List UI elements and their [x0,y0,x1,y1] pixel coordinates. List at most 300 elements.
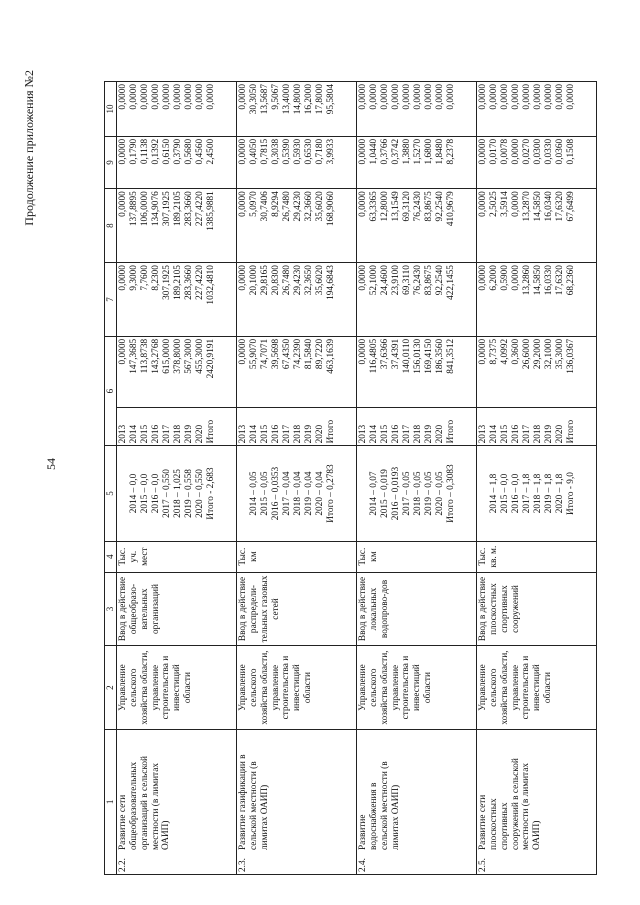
federal-budget-cell-value: 35,6020 [314,191,325,222]
federal-budget-cell-value: 8,9294 [270,191,281,217]
total-funding-cell-value: 29,2000 [532,338,543,370]
regional-budget-cell-value: 29,4230 [292,265,303,296]
col-header: 5 [105,446,117,541]
local-budget-cell-value: 0,3790 [172,138,183,165]
col-header: 8 [105,189,117,263]
extra-budget-cell-value: 0,0000 [554,84,565,110]
total-funding-cell-value: 136,0367 [565,338,576,374]
total-funding-cell-value: 186,3560 [434,338,445,374]
year-cell [356,408,476,446]
federal-budget-cell-value: 227,4220 [194,191,205,227]
local-budget-cell-value: 0,0000 [477,138,488,165]
total-funding-cell-value: 156,0130 [412,338,423,374]
year-cell-value: 2020 [194,424,205,444]
year-cell-value: 2019 [543,424,554,444]
extra-budget-cell [116,82,236,137]
extra-budget-cell-value: 17,8000 [314,84,325,115]
federal-budget-cell-value: 2,5025 [488,191,499,217]
regional-budget-cell-value: 35,6020 [314,265,325,296]
federal-budget-cell-value: 134,9076 [150,191,161,227]
year-cell-value: 2016 [150,424,161,444]
regional-budget-cell-value: 69,3110 [401,265,412,295]
responsible-cell-text: Управление сельского хозяйства области, управление строительства и инвестиций области [117,650,194,725]
unit-cell [116,541,236,572]
regional-budget-cell-value: 0,5900 [499,265,510,291]
extra-budget-cell-value: 0,0000 [205,84,216,110]
col-header: 1 [105,729,117,874]
unit-cell [356,541,476,572]
local-budget-cell-value: 0,6150 [161,138,172,165]
target-cell-value: 2014 – 0,0 [128,473,139,514]
col-header: 10 [105,82,117,137]
federal-budget-cell-value: 0,0000 [357,191,368,217]
target-cell-value: 2018 – 0,05 [412,471,423,516]
extra-budget-cell-value: 0,0000 [477,84,488,110]
target-cell-value: 2017 – 0,550 [161,469,172,518]
local-budget-cell-value: 0,0360 [554,138,565,165]
federal-budget-cell-value: 168,9060 [325,191,336,227]
total-funding-cell-value: 67,4350 [281,338,292,370]
federal-budget-cell-value: 63,3365 [368,191,379,222]
federal-budget-cell-value: 29,4230 [292,191,303,222]
local-budget-cell-value: 0,5680 [183,138,194,165]
local-budget-cell [116,136,236,188]
federal-budget-cell-value: 12,8000 [379,191,390,222]
measure-cell [356,729,476,874]
local-budget-cell [356,136,476,188]
extra-budget-cell [476,82,596,137]
local-budget-cell-value: 0,0000 [357,138,368,165]
total-funding-cell-value: 74,2390 [292,338,303,370]
unit-cell-text: Тыс. кв. м. [477,545,499,568]
total-funding-cell-value: 35,3000 [554,338,565,370]
federal-budget-cell-value: 106,0000 [139,191,150,227]
total-funding-cell-value: 0,0000 [477,338,488,365]
col-header: 7 [105,263,117,337]
extra-budget-cell-value: 13,5687 [259,84,270,115]
total-funding-cell-value: 378,8000 [172,338,183,374]
unit-cell-text: Тыс. уч. мест [117,547,150,566]
target-cell-value: 2020 – 1,8 [554,473,565,514]
unit-cell [476,541,596,572]
extra-budget-cell-value: 0,0000 [194,84,205,110]
total-funding-cell [476,336,596,407]
local-budget-cell-value: 0,7180 [314,138,325,165]
unit-cell-text: Тыс. км [357,547,379,566]
regional-budget-cell-value: 1032,4810 [205,265,216,305]
local-budget-cell [236,136,356,188]
federal-budget-cell-value: 0,0000 [510,191,521,217]
header-row [105,82,117,875]
target-cell [356,446,476,541]
extra-budget-cell-value: 16,2000 [303,84,314,115]
year-cell-value: 2018 [412,424,423,444]
measure-cell [116,729,236,874]
responsible-cell [236,646,356,729]
year-cell-value: 2014 [368,424,379,444]
target-cell-value: 2020 – 0,04 [314,471,325,516]
target-cell-value: 2019 – 1,8 [543,473,554,514]
target-cell-value: 2018 – 1,8 [532,473,543,514]
regional-budget-cell-value: 0,0000 [357,265,368,291]
total-funding-cell [116,336,236,407]
total-funding-cell-value: 2420,9191 [205,338,216,379]
regional-budget-cell-value: 13,2860 [521,265,532,296]
indicator-cell [236,572,356,646]
year-cell [236,408,356,446]
regional-budget-cell-value: 189,2105 [172,265,183,300]
year-cell [476,408,596,446]
target-cell [476,446,596,541]
local-budget-cell-value: 1,8480 [434,138,445,165]
extra-budget-cell-value: 95,5804 [325,84,336,115]
target-cell-value: 2016 – 0,0353 [270,466,281,521]
year-cell-value: 2015 [139,424,150,444]
local-budget-cell-value: 0,5930 [292,138,303,165]
year-cell-value: 2019 [183,424,194,444]
year-cell-value: Итого [205,419,216,444]
target-cell-value: 2015 – 0,019 [379,469,390,518]
target-cell-value [358,448,369,538]
year-cell-value: 2014 [248,424,259,444]
col-header: 4 [105,541,117,572]
regional-budget-cell-value: 32,3650 [303,265,314,296]
col-header: 9 [105,136,117,188]
measure-number: 2.3. [237,858,248,872]
federal-budget-cell-value: 13,1549 [390,191,401,222]
extra-budget-cell-value: 0,0000 [368,84,379,110]
target-cell-value: 2014 – 0,05 [248,471,259,516]
federal-budget-cell-value: 0,0000 [477,191,488,217]
year-cell-value: 2013 [357,424,368,444]
year-cell-value: Итого [445,419,456,444]
local-budget-cell-value: 0,0300 [532,138,543,165]
target-cell-value: 2019 – 0,05 [423,471,434,516]
target-cell-value [118,448,129,538]
target-cell-value: 2016 – 0,0193 [390,466,401,521]
local-budget-cell-value: 0,0270 [521,138,532,165]
indicator-cell [116,572,236,646]
year-cell-value: 2017 [281,424,292,444]
local-budget-cell-value: 0,4560 [194,138,205,165]
federal-budget-cell-value: 67,6499 [565,191,576,222]
measure-name: Развитие сети плоскостных спортивных сооружений в сельской местности (в лимитах ОАИП) [477,758,543,850]
regional-budget-cell-value: 20,8300 [270,265,281,296]
total-funding-cell-value: 89,7220 [314,338,325,370]
total-funding-cell-value: 169,4150 [423,338,434,374]
total-funding-cell [236,336,356,407]
regional-budget-cell-value: 227,4220 [194,265,205,300]
local-budget-cell-value: 1,5270 [412,138,423,165]
total-funding-cell-value: 37,4391 [390,338,401,370]
federal-budget-cell [236,189,356,263]
federal-budget-cell-value: 17,6320 [554,191,565,222]
target-cell [116,446,236,541]
federal-budget-cell-value: 307,1925 [161,191,172,227]
responsible-cell [116,646,236,729]
local-budget-cell-value: 0,1138 [139,138,150,165]
total-funding-cell-value: 0,0000 [357,338,368,365]
table-row [236,82,356,875]
target-cell-value: 2015 – 0,0 [499,473,510,514]
total-funding-cell-value: 567,3000 [183,338,194,374]
federal-budget-cell [356,189,476,263]
regional-budget-cell-value: 0,0000 [510,265,521,291]
indicator-cell-text: Ввод в действие локальных водопрово-дов [357,576,390,642]
federal-budget-cell [476,189,596,263]
total-funding-cell-value: 116,4805 [368,338,379,374]
local-budget-cell-value: 8,2378 [445,138,456,165]
year-cell-value: 2016 [390,424,401,444]
extra-budget-cell-value: 0,0000 [412,84,423,110]
federal-budget-cell-value: 76,2430 [412,191,423,222]
local-budget-cell-value: 0,4050 [248,138,259,165]
regional-budget-cell [356,263,476,337]
local-budget-cell-value: 3,9933 [325,138,336,165]
regional-budget-cell-value: 0,0000 [477,265,488,291]
responsible-cell-text: Управление сельского хозяйства области, управление строительства и инвестиций области [357,650,434,725]
year-cell-value: Итого [565,419,576,444]
regional-budget-cell-value: 24,4600 [379,265,390,296]
col-header: 3 [105,572,117,646]
extra-budget-cell-value: 0,0000 [128,84,139,110]
appendix-header: Продолжение приложения №2 [22,70,36,226]
federal-budget-cell-value: 32,3660 [303,191,314,222]
local-budget-cell-value: 1,6800 [423,138,434,165]
regional-budget-cell-value: 83,8675 [423,265,434,296]
total-funding-cell-value: 140,0110 [401,338,412,374]
target-cell-value: 2015 – 0,0 [139,473,150,514]
target-cell-value [478,448,489,538]
extra-budget-cell-value: 9,5067 [270,84,281,110]
responsible-cell-text: Управление сельского хозяйства области, управление строительства и инвестиций области [237,650,314,725]
extra-budget-cell-value: 0,0000 [390,84,401,110]
regional-budget-cell [116,263,236,337]
local-budget-cell-value: 1,3880 [401,138,412,165]
total-funding-cell-value: 0,0000 [117,338,128,365]
local-budget-cell-value: 0,1392 [150,138,161,165]
regional-budget-cell-value: 23,9100 [390,265,401,296]
total-funding-cell [356,336,476,407]
extra-budget-cell-value: 0,0000 [183,84,194,110]
extra-budget-cell-value: 14,8000 [292,84,303,115]
federal-budget-cell-value: 283,3660 [183,191,194,227]
year-cell-value: 2015 [379,424,390,444]
federal-budget-cell-value: 189,2105 [172,191,183,227]
year-cell-value: 2018 [292,424,303,444]
year-cell-value: Итого [325,419,336,444]
regional-budget-cell-value: 194,6843 [325,265,336,300]
regional-budget-cell-value: 307,1925 [161,265,172,300]
target-cell-value: Итого – 0,3083 [445,464,456,523]
local-budget-cell-value: 0,5390 [281,138,292,165]
extra-budget-cell-value: 0,0000 [510,84,521,110]
total-funding-cell-value: 8,7375 [488,338,499,365]
indicator-cell-text: Ввод в действие плоскостных спортивных сооружений [477,576,521,642]
year-cell-value: 2020 [314,424,325,444]
total-funding-cell-value: 37,6366 [379,338,390,370]
target-cell-value: 2016 – 0,0 [510,473,521,514]
federal-budget-cell-value: 92,2540 [434,191,445,222]
target-cell-value: Итого - 2,683 [205,467,216,520]
year-cell-value: 2015 [499,424,510,444]
regional-budget-cell [476,263,596,337]
extra-budget-cell-value: 0,0000 [434,84,445,110]
target-cell-value: 2015 – 0,05 [259,471,270,516]
local-budget-cell-value: 0,0000 [117,138,128,165]
measure-name: Развитие водоснабжения в сельской местности (в лимитах ОАИП) [357,761,401,850]
table-row [356,82,476,875]
measure-name: Развитие сети общеобразовательных организаций в сельской местности (в лимитах ОАИП) [117,756,172,850]
local-budget-cell [476,136,596,188]
target-cell-value: 2019 – 0,04 [303,471,314,516]
total-funding-cell-value: 455,3000 [194,338,205,374]
regional-budget-cell-value: 0,0000 [117,265,128,291]
year-cell-value: 2013 [117,424,128,444]
local-budget-cell-value: 1,0440 [368,138,379,165]
total-funding-cell-value: 463,1639 [325,338,336,374]
extra-budget-cell-value: 0,0000 [445,84,456,110]
year-cell-value: 2017 [521,424,532,444]
local-budget-cell-value: 0,0330 [543,138,554,165]
regional-budget-cell-value: 68,2360 [565,265,576,296]
regional-budget-cell-value: 283,3660 [183,265,194,300]
total-funding-cell-value: 39,5698 [270,338,281,370]
year-cell-value: 2020 [434,424,445,444]
federal-budget-cell-value: 0,0000 [117,191,128,217]
local-budget-cell-value: 0,1508 [565,138,576,165]
federal-budget-cell-value: 0,0000 [237,191,248,217]
col-header: 6 [105,336,117,446]
measure-cell [236,729,356,874]
local-budget-cell-value: 0,0078 [499,138,510,165]
indicator-cell-text: Ввод в действие распредели-тельных газовых сетей [237,575,281,643]
page-number: 54 [44,458,58,470]
federal-budget-cell-value: 30,7406 [259,191,270,222]
total-funding-cell-value: 0,0000 [237,338,248,365]
local-budget-cell-value: 0,1790 [128,138,139,165]
local-budget-cell-value: 2,4500 [205,138,216,165]
regional-budget-cell-value: 6,2000 [488,265,499,291]
regional-budget-cell-value: 29,8165 [259,265,270,296]
regional-budget-cell-value: 8,2300 [150,265,161,291]
regional-budget-cell-value: 92,2540 [434,265,445,296]
program-table [104,81,597,875]
unit-cell [236,541,356,572]
local-budget-cell-value: 0,3038 [270,138,281,165]
year-cell-value: 2017 [401,424,412,444]
local-budget-cell-value: 0,3742 [390,138,401,165]
extra-budget-cell-value: 0,0000 [543,84,554,110]
measure-name: Развитие газификации в сельской местности (в лимитах ОАИП) [237,754,270,850]
extra-budget-cell-value: 0,0000 [379,84,390,110]
extra-budget-cell-value: 0,0000 [488,84,499,110]
extra-budget-cell-value: 0,0000 [423,84,434,110]
total-funding-cell-value: 4,0992 [499,338,510,365]
target-cell-value: 2018 – 1,025 [172,469,183,518]
year-cell-value: 2016 [270,424,281,444]
responsible-cell-text: Управление сельского хозяйства области, управление строительства и инвестиций области [477,650,554,725]
regional-budget-cell-value: 7,7600 [139,265,150,291]
year-cell-value: 2019 [303,424,314,444]
extra-budget-cell-value: 0,0000 [139,84,150,110]
target-cell-value [238,448,249,538]
total-funding-cell-value: 26,6000 [521,338,532,370]
regional-budget-cell-value: 76,2430 [412,265,423,296]
year-cell-value: 2013 [237,424,248,444]
local-budget-cell-value: 0,0000 [510,138,521,165]
table-row [116,82,236,875]
local-budget-cell-value: 0,7815 [259,138,270,165]
measure-number: 2.2. [117,858,128,872]
extra-budget-cell-value: 13,4000 [281,84,292,115]
regional-budget-cell-value: 26,7480 [281,265,292,296]
total-funding-cell-value: 143,2768 [150,338,161,374]
extra-budget-cell-value: 0,0000 [521,84,532,110]
federal-budget-cell-value: 16,0340 [543,191,554,222]
federal-budget-cell-value: 3,5914 [499,191,510,217]
target-cell [236,446,356,541]
target-cell-value: 2014 – 1,8 [488,473,499,514]
total-funding-cell-value: 113,8738 [139,338,150,374]
local-budget-cell-value: 0,0170 [488,138,499,165]
extra-budget-cell-value: 0,0000 [237,84,248,110]
target-cell-value: 2014 – 0,07 [368,471,379,516]
total-funding-cell-value: 615,0000 [161,338,172,374]
target-cell-value: 2018 – 0,04 [292,471,303,516]
target-cell-value: 2017 – 1,8 [521,473,532,514]
col-header: 2 [105,646,117,729]
extra-budget-cell-value: 0,0000 [117,84,128,110]
table-row [476,82,596,875]
extra-budget-cell-value: 0,0000 [357,84,368,110]
extra-budget-cell-value: 0,0000 [565,84,576,110]
regional-budget-cell-value: 16,0330 [543,265,554,296]
indicator-cell [476,572,596,646]
extra-budget-cell-value: 0,0000 [172,84,183,110]
regional-budget-cell-value: 422,1455 [445,265,456,300]
year-cell-value: 2018 [172,424,183,444]
federal-budget-cell-value: 83,8675 [423,191,434,222]
extra-budget-cell [356,82,476,137]
target-cell-value: 2017 – 0,05 [401,471,412,516]
federal-budget-cell-value: 26,7480 [281,191,292,222]
total-funding-cell-value: 841,3512 [445,338,456,374]
unit-cell-text: Тыс. км [237,547,259,566]
regional-budget-cell-value: 52,1000 [368,265,379,296]
target-cell-value: 2016 – 0,0 [150,473,161,514]
extra-budget-cell-value: 0,0000 [161,84,172,110]
year-cell-value: 2019 [423,424,434,444]
year-cell [116,408,236,446]
extra-budget-cell-value: 0,0000 [401,84,412,110]
federal-budget-cell-value: 13,2870 [521,191,532,222]
regional-budget-cell-value: 17,6320 [554,265,565,296]
federal-budget-cell-value: 137,8895 [128,191,139,227]
target-cell-value: Итого - 9,0 [565,472,576,515]
federal-budget-cell-value: 69,3120 [401,191,412,222]
regional-budget-cell-value: 20,1000 [248,265,259,296]
year-cell-value: 2013 [477,424,488,444]
total-funding-cell-value: 32,1000 [543,338,554,370]
regional-budget-cell [236,263,356,337]
regional-budget-cell-value: 0,0000 [237,265,248,291]
measure-cell [476,729,596,874]
regional-budget-cell-value: 14,5850 [532,265,543,296]
total-funding-cell-value: 81,5840 [303,338,314,370]
year-cell-value: 2014 [128,424,139,444]
year-cell-value: 2016 [510,424,521,444]
